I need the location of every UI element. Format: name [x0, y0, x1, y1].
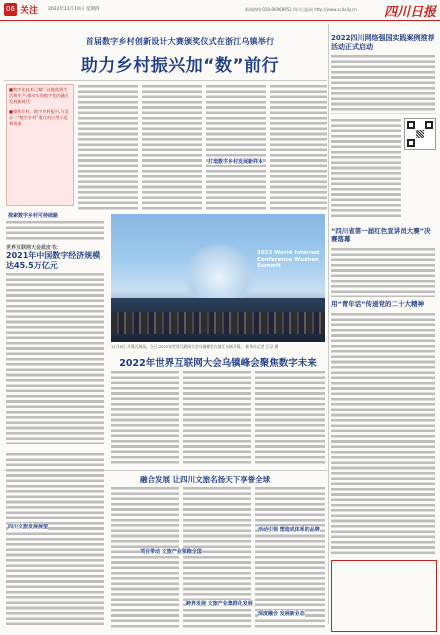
subhead: 打造数字乡村发展新样本 — [208, 159, 264, 165]
article-column — [111, 370, 179, 466]
article-column — [331, 247, 435, 297]
right-story-1-headline: 2022四川网络强国实践案例推荐活动正式启动 — [331, 34, 435, 51]
photo-overlay-text: 2022 World Internet Conference Wuzhen Summit — [257, 250, 320, 269]
column-divider — [328, 24, 329, 624]
page-header — [0, 0, 440, 21]
divider — [4, 80, 327, 81]
subhead: 探索数字乡村可持续路 — [8, 213, 59, 219]
right-story-2-headline: “四川省第一届红色宣讲员大赛”决赛落幕 — [331, 227, 431, 243]
article-column — [142, 84, 202, 210]
subhead: 跨界发展 文旅产业集群化发展 — [186, 601, 253, 607]
bottom-headline: 融合发展 让四川文旅名扬天下享誉全球 — [140, 475, 271, 484]
article-column — [6, 452, 104, 628]
ad-box — [331, 560, 437, 632]
page-number: 06 — [4, 3, 17, 16]
main-story-title — [34, 36, 326, 76]
article-column — [6, 272, 104, 444]
report-headline-block — [6, 244, 104, 271]
report-headline: 2021年中国数字经济规模达45.5万亿元 — [6, 251, 101, 270]
article-column — [331, 54, 435, 114]
issue-date: 2022年11月10日 星期四 — [48, 7, 100, 12]
right-story-3-headline: 用“青年话”传递党的二十大精神 — [331, 300, 425, 308]
article-column — [331, 312, 435, 556]
news-photo — [111, 214, 325, 342]
article-column — [270, 84, 327, 210]
photo-caption: 11月9日,开幕式现场。当日,2022年世界互联网大会乌镇峰会在浙江乌镇开幕。 新华社记者 江汉 摄 — [111, 344, 279, 349]
lead-box — [6, 84, 74, 206]
subhead: 深度融合 发展新业态 — [258, 611, 305, 617]
section-name: 关注 — [20, 6, 39, 16]
subhead: 项目带动 文旅产业领跑全国 — [140, 549, 202, 555]
qr-code-icon — [404, 118, 436, 150]
article-column — [331, 118, 401, 218]
article-column — [78, 84, 138, 210]
conference-headline: 2022年世界互联网大会乌镇峰会聚焦数字未来 — [119, 358, 317, 369]
article-column — [6, 220, 104, 240]
article-column — [255, 370, 325, 466]
header-info: 新闻热线:028-86968952 四川日报网 http://www.scdaily.cn — [245, 7, 357, 12]
lead-point-2: ■聚焦乡村、数字乡村振兴,与北京二“数字乡村”重点的应用示范和效果 — [9, 109, 69, 126]
lead-point-1: ■数字化技术已赋广泛地落到生活和生产,推动实现数字化的融合发展新时代 — [9, 87, 69, 104]
article-column — [255, 486, 325, 628]
article-column — [206, 84, 266, 210]
subhead: 活动引领 塑造成体系的品牌 — [258, 527, 320, 533]
report-kicker: 世界互联网大会蓝皮书: — [6, 245, 59, 251]
masthead-logo: 四川日报 — [383, 5, 436, 20]
article-column — [111, 486, 179, 628]
audience — [111, 312, 325, 334]
main-headline: 助力乡村振兴加“数”前行 — [80, 56, 280, 76]
subhead: 四川文旅发展展望 — [8, 524, 49, 530]
article-column — [183, 370, 251, 466]
main-kicker: 首届数字乡村创新设计大赛颁奖仪式在浙江乌镇举行 — [85, 37, 275, 46]
